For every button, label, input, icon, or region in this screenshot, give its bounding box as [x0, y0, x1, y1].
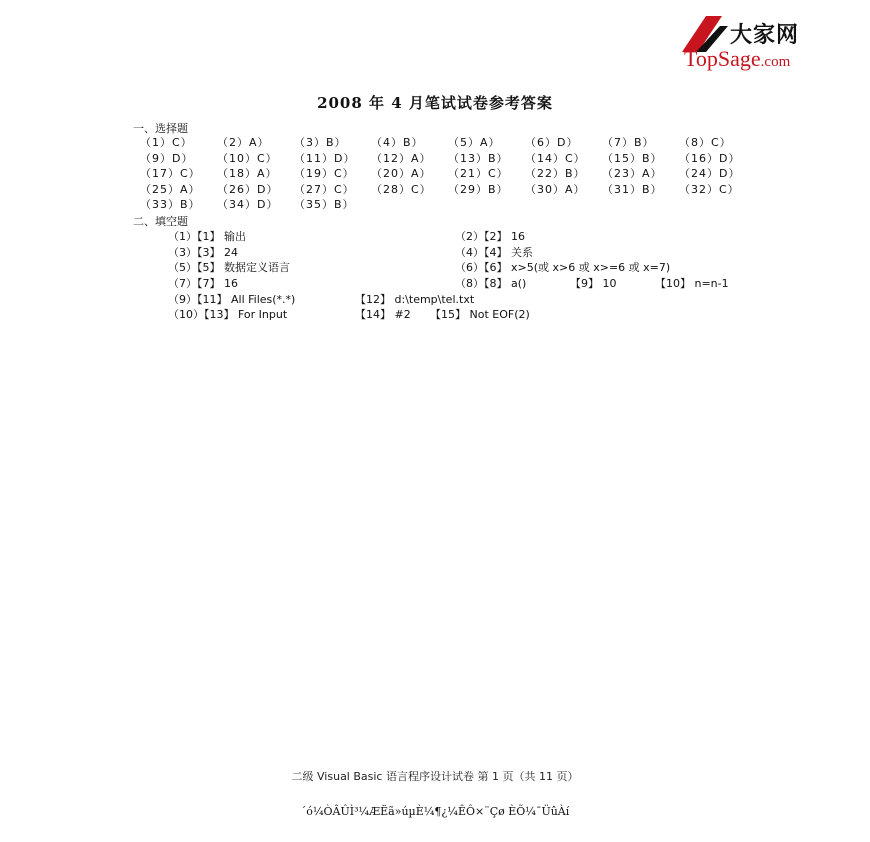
choice-answer: （35）B） [294, 198, 355, 211]
fill-answer-4: （4）【4】 关系 [455, 246, 533, 259]
choice-answer: （30）A） [525, 182, 586, 196]
choice-answer: （22）B） [525, 167, 586, 180]
fill-answer-9: 【9】 10 [570, 277, 617, 290]
choice-answer: （21）C） [448, 167, 509, 180]
choice-answer: （6）D） [525, 136, 579, 149]
choice-answer: （32）C） [679, 182, 740, 196]
choice-answer: （27）C） [294, 182, 355, 196]
logo-english-text [684, 46, 790, 72]
choice-answer: （8）C） [679, 136, 732, 149]
choice-answer: （5）A） [448, 136, 501, 149]
choice-answer: （9）D） [140, 151, 194, 165]
choice-answer: （18）A） [217, 167, 278, 180]
choice-answer: （19）C） [294, 167, 355, 180]
choice-answer-grid [140, 135, 756, 213]
choice-answer: （12）A） [371, 151, 432, 165]
fill-answer-6: （6）【6】 x>5(或 x>6 或 x>=6 或 x=7) [455, 261, 671, 274]
choice-answer: （13）B） [448, 151, 509, 165]
fill-answer-10: 【10】 n=n-1 [655, 277, 729, 290]
logo-chinese-text: 大家网 [730, 23, 800, 48]
choice-answer: （29）B） [448, 182, 509, 196]
topsage-logo [676, 12, 836, 72]
choice-answer: （23）A） [602, 167, 663, 180]
fill-answer-13: （10）【13】 For Input [168, 308, 288, 321]
fill-answer-15: 【15】 Not EOF(2) [430, 308, 530, 321]
fill-answer-11: （9）【11】 All Files(*.*) [168, 293, 296, 306]
choice-answer: （4）B） [371, 136, 424, 149]
choice-answer: （24）D） [679, 167, 741, 180]
choice-answer: （15）B） [602, 151, 663, 165]
choice-answer: （11）D） [294, 151, 356, 165]
fill-answer-5: （5）【5】 数据定义语言 [168, 261, 290, 274]
choice-answer: （34）D） [217, 198, 279, 211]
garbled-footer-text: ´ó¼ÒÂÛÌ³¼ÆËã»úµÈ¼¶¿¼ÊÔ×¨Çø ÈÕ¼¯ÜûÀí [300, 805, 570, 818]
choice-answer: （25）A） [140, 182, 201, 196]
fill-answer-1: （1）【1】 输出 [168, 230, 246, 243]
choice-answer: （26）D） [217, 182, 279, 196]
choice-answer: （28）C） [371, 182, 432, 196]
choice-answer: （31）B） [602, 182, 663, 196]
fill-answer-12: 【12】 d:\temp\tel.txt [355, 293, 475, 306]
choice-answer: （17）C） [140, 167, 201, 180]
fill-answer-8: （8）【8】 a() [455, 277, 527, 290]
fill-answer-14: 【14】 #2 [355, 308, 411, 321]
choice-answer: （2）A） [217, 136, 270, 149]
choice-answer: （20）A） [371, 167, 432, 180]
choice-answer: （33）B） [140, 198, 201, 211]
logo-english-main: TopSage [684, 46, 761, 71]
fill-answer-2: （2）【2】 16 [455, 230, 525, 243]
choice-answer: （14）C） [525, 151, 586, 165]
choice-answer: （7）B） [602, 136, 655, 149]
page-footer: 二级 Visual Basic 语言程序设计试卷 第 1 页（共 11 页） [291, 770, 579, 783]
section-heading-choice: 一、选择题 [133, 122, 188, 135]
choice-answer: （16）D） [679, 151, 741, 165]
choice-answer: （10）C） [217, 151, 278, 165]
page-title: 2008 年 4 月笔试试卷参考答案 [317, 94, 553, 112]
choice-answer: （3）B） [294, 136, 347, 149]
choice-answer: （1）C） [140, 136, 193, 149]
fill-answer-3: （3）【3】 24 [168, 246, 238, 259]
fill-answer-7: （7）【7】 16 [168, 277, 238, 290]
section-heading-fill: 二、填空题 [133, 215, 188, 228]
logo-english-suffix: .com [760, 54, 791, 70]
